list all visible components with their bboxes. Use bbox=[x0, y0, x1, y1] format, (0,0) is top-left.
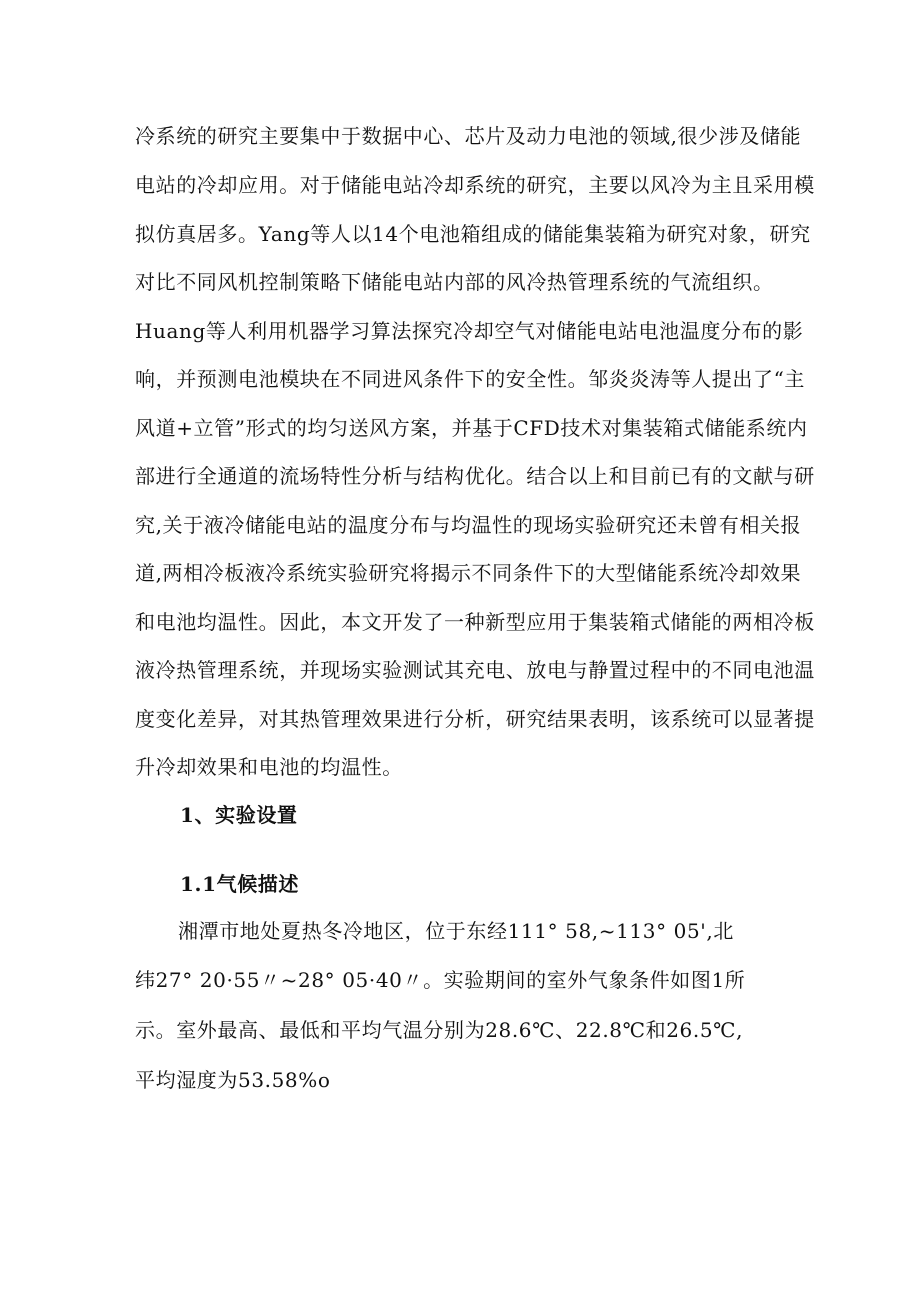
paragraph-line: 响，并预测电池模块在不同进风条件下的安全性。邹炎炎涛等人提出了“主 bbox=[135, 367, 806, 391]
paragraph-line: 纬27° 20·55〃~28° 05·40〃。实验期间的室外气象条件如图1所 bbox=[135, 968, 746, 992]
paragraph-line: 风道+立管”形式的均匀送风方案，并基于CFD技术对集装箱式储能系统内 bbox=[135, 416, 808, 440]
paragraph-line: 道,两相冷板液冷系统实验研究将揭示不同条件下的大型储能系统冷却效果 bbox=[135, 561, 802, 585]
paragraph-line: 液冷热管理系统，并现场实验测试其充电、放电与静置过程中的不同电池温 bbox=[135, 658, 815, 682]
paragraph-line: 电站的冷却应用。对于储能电站冷却系统的研究，主要以风冷为主且采用模 bbox=[135, 173, 815, 197]
paragraph-line: 平均湿度为53.58%o bbox=[135, 1068, 331, 1092]
paragraph-line: 升冷却效果和电池的均温性。 bbox=[135, 755, 403, 779]
section-heading: 1、实验设置 bbox=[180, 803, 298, 827]
paragraph-line: 和电池均温性。因此，本文开发了一种新型应用于集装箱式储能的两相冷板 bbox=[135, 610, 815, 634]
paragraph-line: 湘潭市地处夏热冬冷地区，位于东经111° 58,~113° 05',北 bbox=[178, 919, 734, 943]
paragraph-line: 究,关于液冷储能电站的温度分布与均温性的现场实验研究还未曾有相关报 bbox=[135, 513, 802, 537]
paragraph-line: 示。室外最高、最低和平均气温分别为28.6℃、22.8℃和26.5℃, bbox=[135, 1018, 744, 1042]
subsection-heading: 1.1气候描述 bbox=[180, 872, 299, 896]
paragraph-line: Huang等人利用机器学习算法探究冷却空气对储能电站电池温度分布的影 bbox=[135, 319, 804, 343]
paragraph-line: 冷系统的研究主要集中于数据中心、芯片及动力电池的领域,很少涉及储能 bbox=[135, 124, 802, 148]
paragraph-line: 拟仿真居多。Yang等人以14个电池箱组成的储能集装箱为研究对象，研究 bbox=[135, 222, 811, 246]
paragraph-line: 度变化差异，对其热管理效果进行分析，研究结果表明，该系统可以显著提 bbox=[135, 707, 815, 731]
paragraph-line: 部进行全通道的流场特性分析与结构优化。结合以上和目前已有的文献与研 bbox=[135, 464, 815, 488]
paragraph-line: 对比不同风机控制策略下储能电站内部的风冷热管理系统的气流组织。 bbox=[135, 270, 774, 294]
